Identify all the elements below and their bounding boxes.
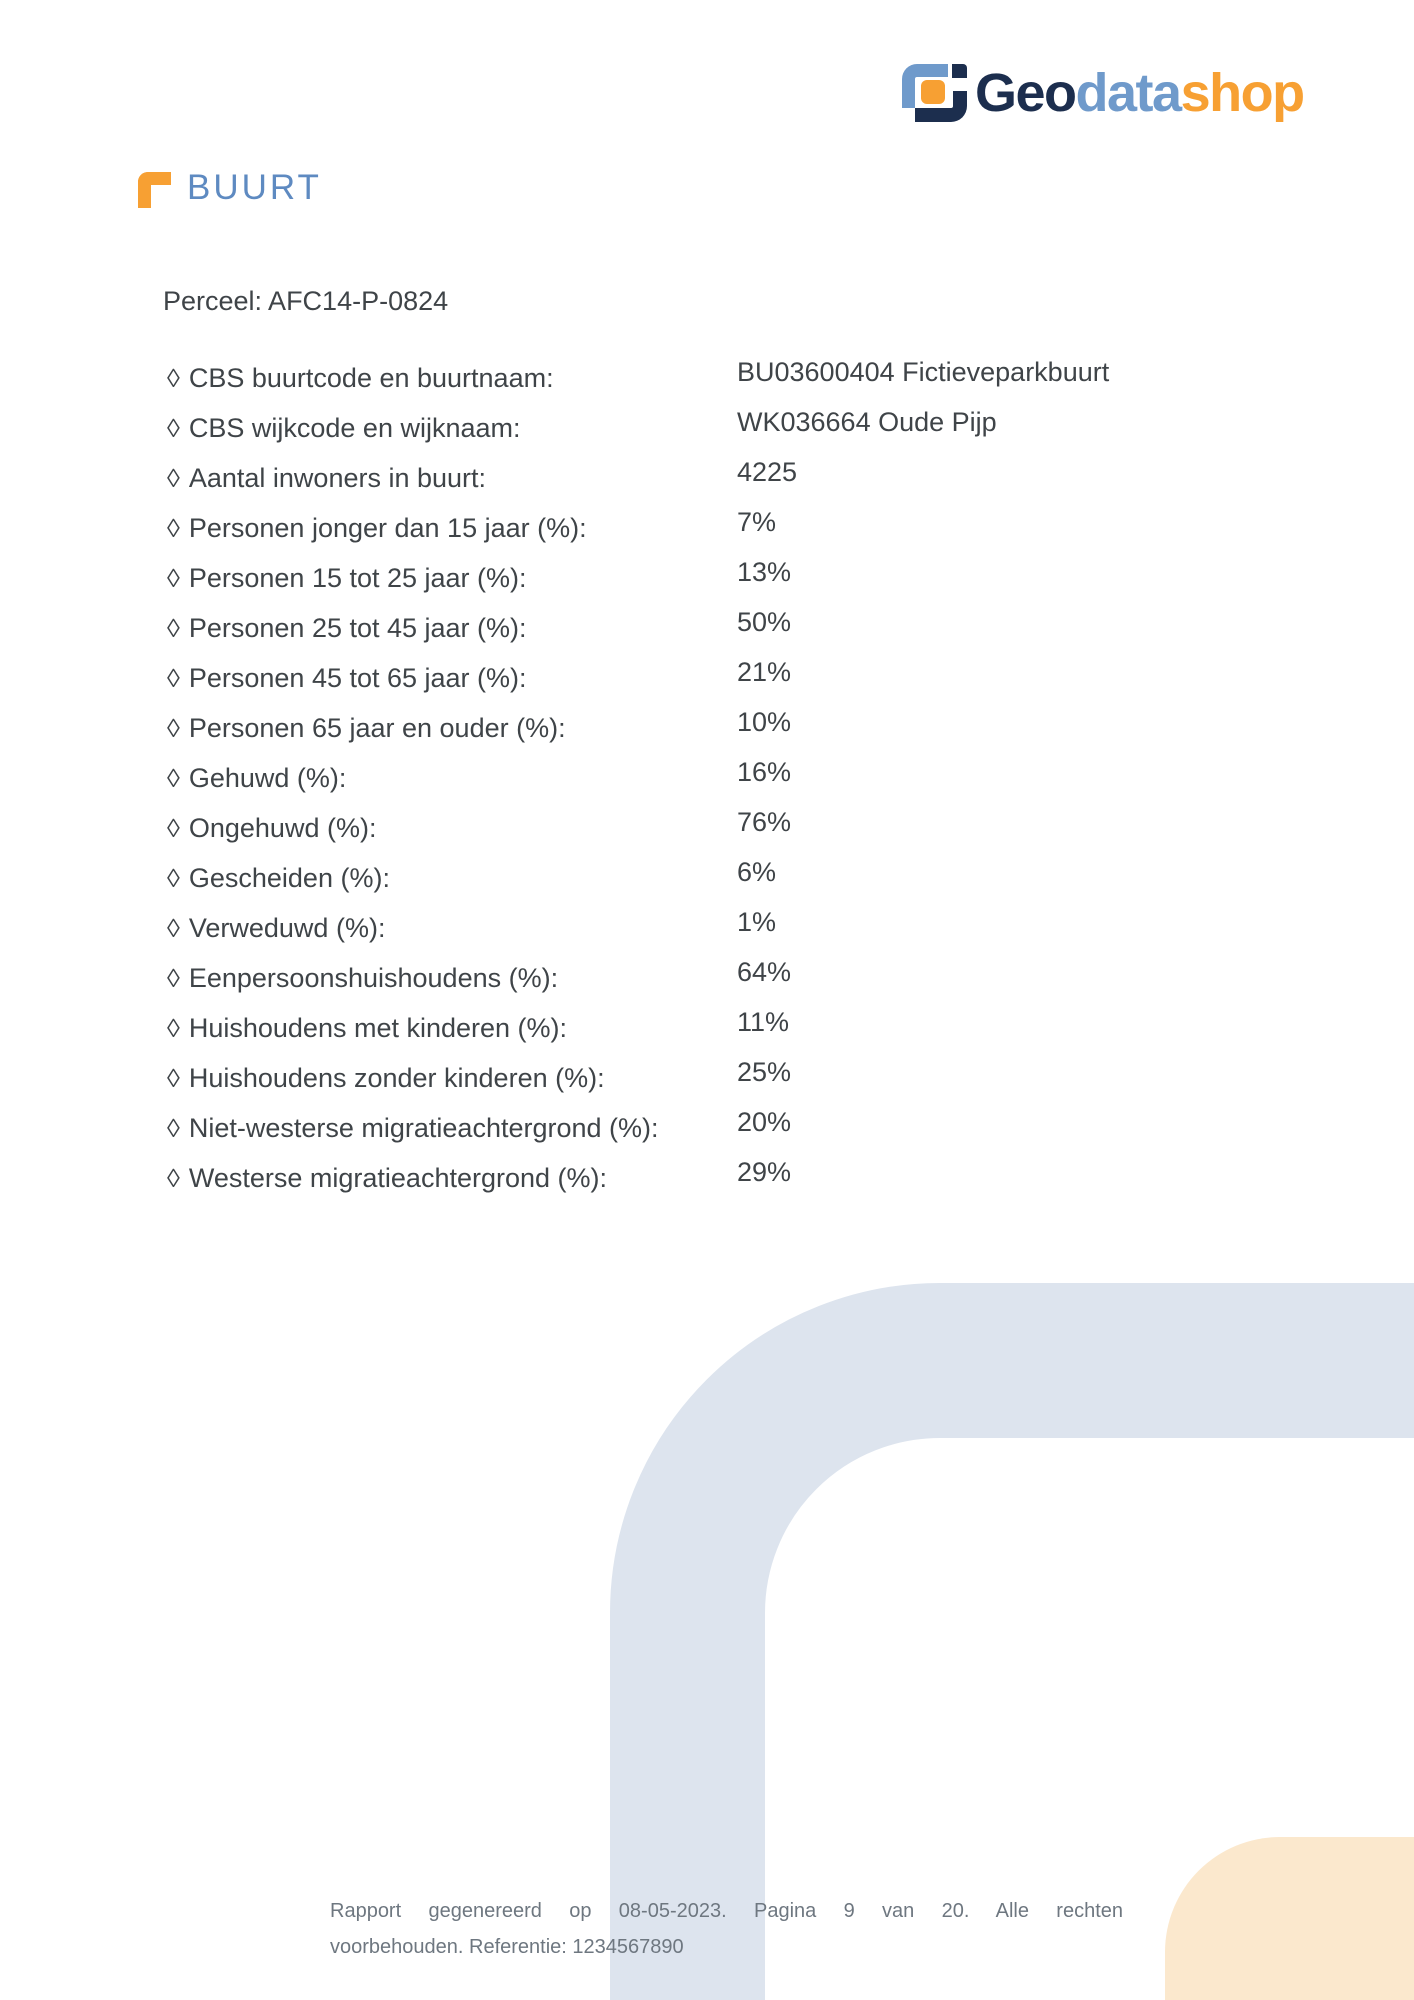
attribute-label — [167, 563, 737, 594]
diamond-bullet: ◊ — [167, 412, 180, 443]
diamond-bullet: ◊ — [167, 562, 180, 593]
attribute-label-text: Eenpersoonshuishoudens (%): — [188, 962, 559, 993]
logo-text-geo: Geo — [975, 63, 1076, 123]
attribute-label-text: Personen 65 jaar en ouder (%): — [188, 712, 566, 743]
logo-text-data: data — [1075, 63, 1181, 123]
attribute-label — [167, 713, 737, 744]
attribute-label-text: Gehuwd (%): — [188, 762, 347, 793]
list-item — [167, 753, 1267, 803]
list-item — [167, 953, 1267, 1003]
attribute-label-text: Gescheiden (%): — [188, 862, 390, 893]
diamond-bullet: ◊ — [167, 1112, 180, 1143]
parcel-line: Perceel: AFC14-P-0824 — [163, 286, 449, 316]
diamond-bullet: ◊ — [167, 912, 180, 943]
footer-line-1: Rapport gegenereerd op 08-05-2023. Pagina 9 van 20. Alle rechten — [330, 1900, 1123, 1922]
list-item — [167, 903, 1267, 953]
diamond-bullet: ◊ — [167, 612, 180, 643]
attribute-label-text: Ongehuwd (%): — [188, 812, 377, 843]
list-item — [167, 453, 1267, 503]
attribute-label-text: Aantal inwoners in buurt: — [188, 462, 487, 493]
diamond-bullet: ◊ — [167, 662, 180, 693]
diamond-bullet: ◊ — [167, 962, 180, 993]
section-heading — [138, 168, 322, 208]
list-item — [167, 803, 1267, 853]
list-item — [167, 703, 1267, 753]
logo — [902, 64, 1304, 122]
diamond-bullet: ◊ — [167, 812, 180, 843]
attribute-value: 16% — [737, 756, 792, 787]
attribute-label — [167, 1113, 737, 1144]
diamond-bullet: ◊ — [167, 1062, 180, 1093]
attribute-label-text: Personen 45 tot 65 jaar (%): — [188, 662, 527, 693]
attribute-label — [167, 663, 737, 694]
attribute-value: 6% — [737, 856, 777, 887]
attribute-label — [167, 963, 737, 994]
attribute-value: 20% — [737, 1106, 792, 1137]
attribute-value: 4225 — [737, 456, 798, 487]
attribute-label-text: Westerse migratieachtergrond (%): — [188, 1162, 608, 1193]
diamond-bullet: ◊ — [167, 462, 180, 493]
diamond-bullet: ◊ — [167, 762, 180, 793]
list-item — [167, 353, 1267, 403]
attribute-label-text: Huishoudens met kinderen (%): — [188, 1012, 568, 1043]
attribute-value: 21% — [737, 656, 792, 687]
attribute-value: 50% — [737, 606, 792, 637]
attribute-label — [167, 813, 737, 844]
list-item — [167, 653, 1267, 703]
attribute-label — [167, 463, 737, 494]
list-item — [167, 403, 1267, 453]
attribute-label — [167, 1163, 737, 1194]
diamond-bullet: ◊ — [167, 712, 180, 743]
diamond-bullet: ◊ — [167, 362, 180, 393]
logo-orange-square — [921, 80, 945, 104]
list-item — [167, 553, 1267, 603]
attribute-value: 7% — [737, 506, 777, 537]
corner-flag-icon — [138, 172, 171, 208]
attribute-label-text: Personen 15 tot 25 jaar (%): — [188, 562, 527, 593]
attribute-label — [167, 1013, 737, 1044]
diamond-bullet: ◊ — [167, 862, 180, 893]
attribute-value: 25% — [737, 1056, 792, 1087]
attribute-label-text: Personen jonger dan 15 jaar (%): — [188, 512, 587, 543]
attribute-value: 76% — [737, 806, 792, 837]
attribute-label — [167, 913, 737, 944]
attribute-value: 64% — [737, 956, 792, 987]
attribute-label-text: Niet-westerse migratieachtergrond (%): — [188, 1112, 659, 1143]
list-item — [167, 853, 1267, 903]
attribute-value: 11% — [737, 1006, 790, 1037]
attribute-value: WK036664 Oude Pijp — [737, 406, 997, 437]
footer-line-2: voorbehouden. Referentie: 1234567890 — [330, 1936, 684, 1958]
attribute-value: 29% — [737, 1156, 792, 1187]
attribute-label — [167, 413, 737, 444]
diamond-bullet: ◊ — [167, 512, 180, 543]
attribute-label — [167, 863, 737, 894]
logo-navy-hook — [952, 64, 967, 78]
page-title: BUURT — [187, 168, 322, 207]
attribute-label — [167, 613, 737, 644]
attribute-label — [167, 763, 737, 794]
logo-text-shop: shop — [1180, 63, 1304, 123]
list-item — [167, 1003, 1267, 1053]
attribute-label-text: CBS wijkcode en wijknaam: — [188, 412, 521, 443]
list-item — [167, 1153, 1267, 1203]
attribute-label — [167, 1063, 737, 1094]
attribute-value: BU03600404 Fictieveparkbuurt — [737, 356, 1110, 387]
attribute-value: 1% — [737, 906, 777, 937]
logo-text — [975, 64, 1304, 122]
list-item — [167, 503, 1267, 553]
attribute-label — [167, 513, 737, 544]
attribute-value: 10% — [737, 706, 792, 737]
list-item — [167, 603, 1267, 653]
list-item — [167, 1053, 1267, 1103]
attribute-label-text: CBS buurtcode en buurtnaam: — [188, 362, 554, 393]
footer-note — [330, 1893, 1123, 1965]
diamond-bullet: ◊ — [167, 1012, 180, 1043]
attribute-value: 13% — [737, 556, 792, 587]
attribute-label-text: Verweduwd (%): — [188, 912, 386, 943]
diamond-bullet: ◊ — [167, 1162, 180, 1193]
attribute-label — [167, 363, 737, 394]
list-item — [167, 1103, 1267, 1153]
attribute-list — [167, 353, 1267, 1203]
attribute-label-text: Huishoudens zonder kinderen (%): — [188, 1062, 605, 1093]
geodatashop-logo-icon — [902, 64, 967, 122]
attribute-label-text: Personen 25 tot 45 jaar (%): — [188, 612, 527, 643]
